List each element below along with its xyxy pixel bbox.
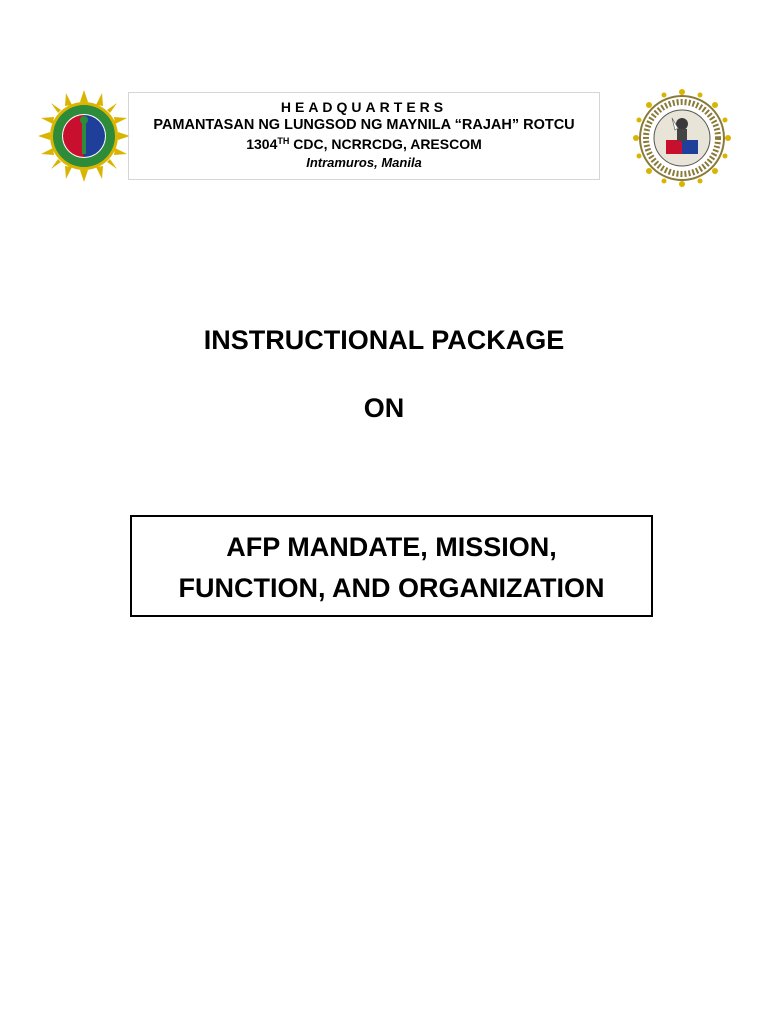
- plm-seal-icon: [36, 88, 132, 184]
- subject-box: [130, 515, 653, 617]
- unit-number: 1304: [246, 136, 278, 152]
- letterhead: [36, 84, 732, 188]
- unit-designation: [129, 135, 599, 154]
- subject-line-1: AFP MANDATE, MISSION,: [226, 532, 557, 562]
- header-text-box: [128, 92, 600, 180]
- unit-ordinal-suffix: TH: [277, 136, 290, 146]
- rotc-unit-seal-icon: [632, 88, 732, 188]
- unit-details: CDC, NCRRCDG, ARESCOM: [289, 136, 482, 152]
- subject-line-2: FUNCTION, AND ORGANIZATION: [178, 573, 605, 603]
- headquarters-heading: HEADQUARTERS: [280, 99, 448, 115]
- institution-name: PAMANTASAN NG LUNGSOD NG MAYNILA “RAJAH” ROTCU: [153, 117, 575, 133]
- document-title: INSTRUCTIONAL PACKAGE: [203, 325, 565, 355]
- location: Intramuros, Manila: [306, 155, 422, 170]
- document-title-connector: ON: [363, 393, 405, 423]
